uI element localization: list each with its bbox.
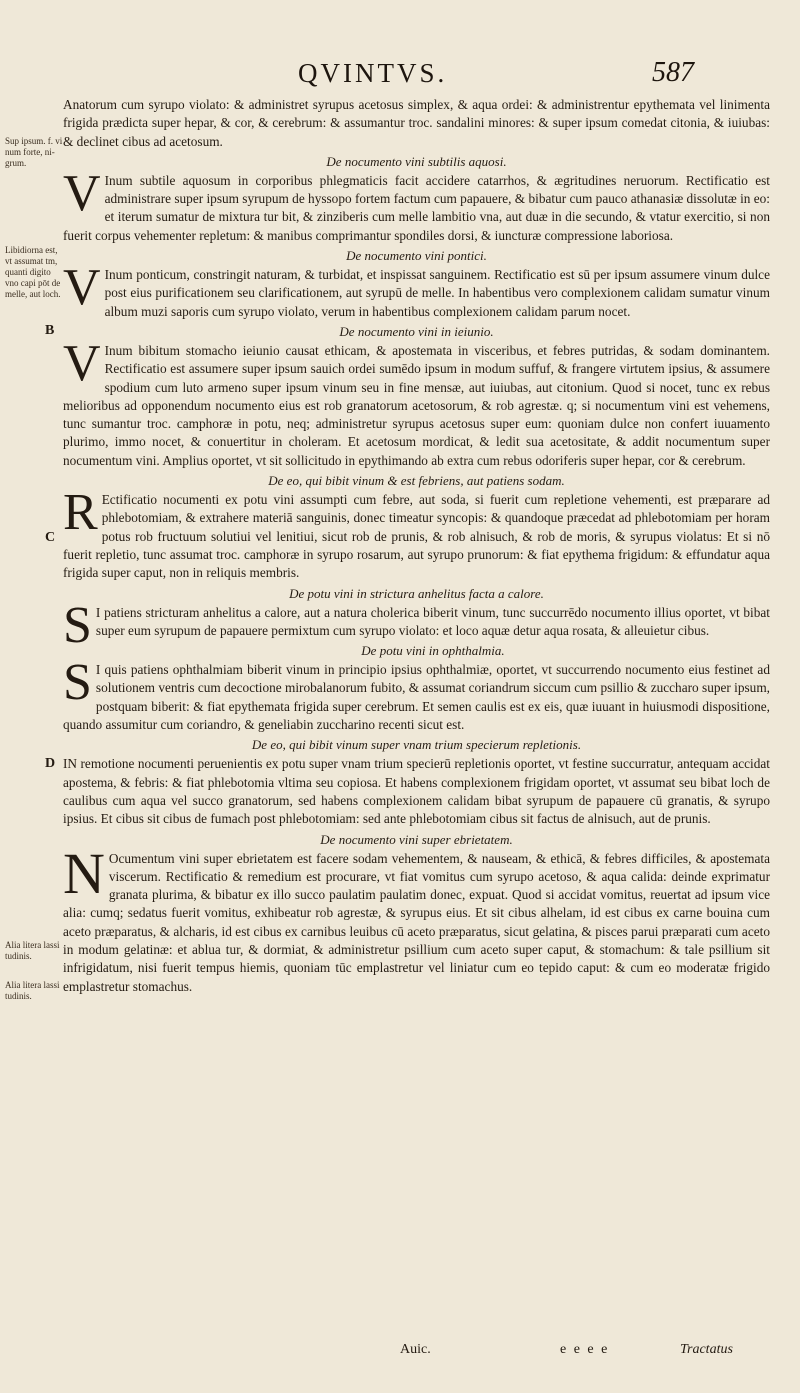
margin-note: Libidiorna est, vt assumat tm, quanti digito vno capi pōt de melle, aut loch. <box>5 245 61 299</box>
catchword: Auic. <box>400 1342 431 1357</box>
section-heading: De nocumento vini subtilis aquosi. <box>326 153 507 169</box>
paragraph: SI quis patiens ophthalmiam biberit vinum in principio ipsius ophthalmiæ, oportet, vt succurrendo nocumento eius festinet ad solutionem ventris cum decoctione mirobalanorum fubito, & assumat coriandrum siccum cum psillio & zuccharo super ipsum, postquam biberit: & fiat epythemata frigida super cerebrum. Et semen caulis est ex eis, quæ iuuant in huiusmodi dispositione, quando assumitur cum coriandro, & geneliabin zuccharino recenti sicut est. <box>63 654 770 733</box>
section-c <box>45 484 770 582</box>
paragraph: IN remotione nocumenti peruenientis ex potu super vnam trium specierū repletionis oportet, vt festine succurratur, antequam accidat apostema, & febris: & fiat phlebotomia vltima seu copiosa. Et habens complexionem frigidam oportet, vt assumat seu bibat loch de caulibus cum aqua vel succo granatorum, sed habens complexionem calidam bibat syrupum de papauere cū granatis, & syrupo ipsius. Et cibus sit cibus de fumach post phlebotomiam: sed ante phlebotomiam cibus sit factus de alnisuch, aut de prunis. <box>63 756 770 827</box>
text-body <box>45 96 770 996</box>
section-heading: De nocumento vini super ebrietatem. <box>320 831 513 847</box>
section-letter: D <box>45 756 56 772</box>
signature-mark: e e e e <box>560 1342 610 1357</box>
running-head: QVINTVS. <box>298 58 448 88</box>
paragraph: REctificatio nocumenti ex potu vini assumpti cum febre, aut soda, si fuerit cum repletione vehementi, est præparare ad phlebotomiam, & extrahere materiā sanguinis, donec timeatur syncopis: & quandoque præcedat ad phlebotomiam per horam potus rob fructuum solutiui vel lenitiui, sicut rob de prunis, & rob alnisuch, & rob de moris, & syrupus violatus: Et si nō fuerit repletio, tunc assumat troc. camphoræ in syrupo rosarum, aut syrupo prunorum: & fiat epythema frigidum: & effundatur aqua frigida super caput, non in reliquis membris. <box>63 484 770 581</box>
section-heading: De potu vini in ophthalmia. <box>361 643 505 659</box>
page-footer <box>0 1342 800 1364</box>
section-letter: C <box>45 530 56 546</box>
paragraph: VInum ponticum, constringit naturam, & turbidat, et inspissat sanguinem. Rectificatio est sū per ipsum assumere vinum dulce post eius purificationem seu clarificationem, aut syrupū de melle. In habentibus vero complexionem calidam sumatur vinum album muzi saporis cum syrupo violato, verum in habentibus complexionem calidam parum nocet. <box>63 259 770 319</box>
paragraph: NOcumentum vini super ebrietatem est facere sodam vehementem, & nauseam, & ethicā, & febres difficiles, & apostemata viscerum. Rectificatio & remedium est procurare, vt fiat vomitus cum syrupo acetoso, & aqua calida: deinde exprimatur granata plurima, & bibatur ex illo succo paulatim paulatim donec, expuat. Quod si accidat vomitus, reuertat ad ipsum vice alia: cumq; sedatus fuerit vomitus, exhibeatur rob agrestæ, & syrupus eius. Et sit cibus alhelam, id est cibus ex carne bouina cum aceto præparatus, & alcharis, id est cibus ex carnibus leuibus cū aceto præparatus, sicut gelatina, & pisces parui præparati cum aceto in modum gelatinæ: et ablua tur, & dormiat, & administretur psillium cum aceto super caput, & stomachum: & tale psillium sit infrigidatum, nisi fuerit tempus hiemis, quoniam tūc emplastretur vel liniatur cum eo tepido caput: & cum eo moderatæ frigido emplastretur stomachus. <box>63 840 770 994</box>
section-heading: De nocumento vini in ieiunio. <box>339 323 494 339</box>
section-d <box>45 755 770 828</box>
margin-note: Alia litera lassi tudinis. <box>5 980 60 1001</box>
paragraph: VInum subtile aquosum in corporibus phlegmaticis facit accidere catarrhos, & ægritudines neruorum. Rectificatio est administrare super ipsum syrupum de hyssopo fortem factum cum papauere, & bibatur cum pauco athanasiæ dissolutæ in eo: et iterum sumatur de mixtura tur bit, & zinziberis cum melle lambitio vna, aut duæ in die secundo, & vtatur exercitio, si non fuerit corpus vehementer repletum: & manibus comprimantur spondiles dorsi, & iuncturæ compressione laboriosa. <box>63 164 770 243</box>
section-heading: De eo, qui bibit vinum & est febriens, aut patiens sodam. <box>268 473 565 489</box>
next-page-word: Tractatus <box>680 1342 733 1357</box>
margin-note: Alia litera lassi tudinis. <box>5 940 60 961</box>
section-heading: De potu vini in strictura anhelitus facta a calore. <box>289 585 544 601</box>
section-heading: De nocumento vini pontici. <box>346 248 487 264</box>
page-number: 587 <box>652 57 694 88</box>
margin-note: Sup ipsum. f. vi num forte, ni- grum. <box>5 136 63 168</box>
paragraph: VInum bibitum stomacho ieiunio causat ethicam, & apostemata in visceribus, et febres putridas, & sodam dominantem. Rectificatio est assumere super ipsum sauich ordei sumēdo ipsum in modum suffuf, & frangere virtutem ipsius, & assumere spodium cum luto armeno super ipsum vinum seu in fine mensæ, aut iuiubas, aut citonium. Quod si nocet, tunc ex rebus melioribus ad opponendum nocumento eius est rob granatorum acetosorum, & rob agrestæ. q; si nocumentum vini est vehemens, tunc sumantur troc. camphoræ in potu, neq; administretur syrupus acetosus super eum: quoniam dulce non confert iuuamento plurimo, immo nocet, & conuertitur in choleram. Et acetosum mordicat, & ledit sua acetositate, & addit nocumentum super nocumentum vini. Amplius oportet, vt sit sollicitudo in epythimando ab extra cum rebus odoriferis super hepar, cor & cerebrum. <box>63 334 770 468</box>
paragraph: Anatorum cum syrupo violato: & administret syrupus acetosus simplex, & aqua ordei: & administrentur epythemata vel linimenta frigida prædicta super hepar, & cor, & cerebrum: & assumantur troc. sandalini minores: & super ipsum comedat citonia, & iuiubas: & declinet cibus ad acetosum. <box>63 97 770 149</box>
section-heading: De eo, qui bibit vinum super vnam trium specierum repletionis. <box>251 737 582 753</box>
paragraph: SI patiens stricturam anhelitus a calore, aut a natura cholerica biberit vinum, tunc succurrēdo nocumento illius oportet, vt bibat super eum syrupum de papauere permixtum cum syrupo violato: et loco aquæ detur aqua rosata, & alleuietur cibus. <box>63 596 770 654</box>
section-letter: B <box>45 322 55 338</box>
